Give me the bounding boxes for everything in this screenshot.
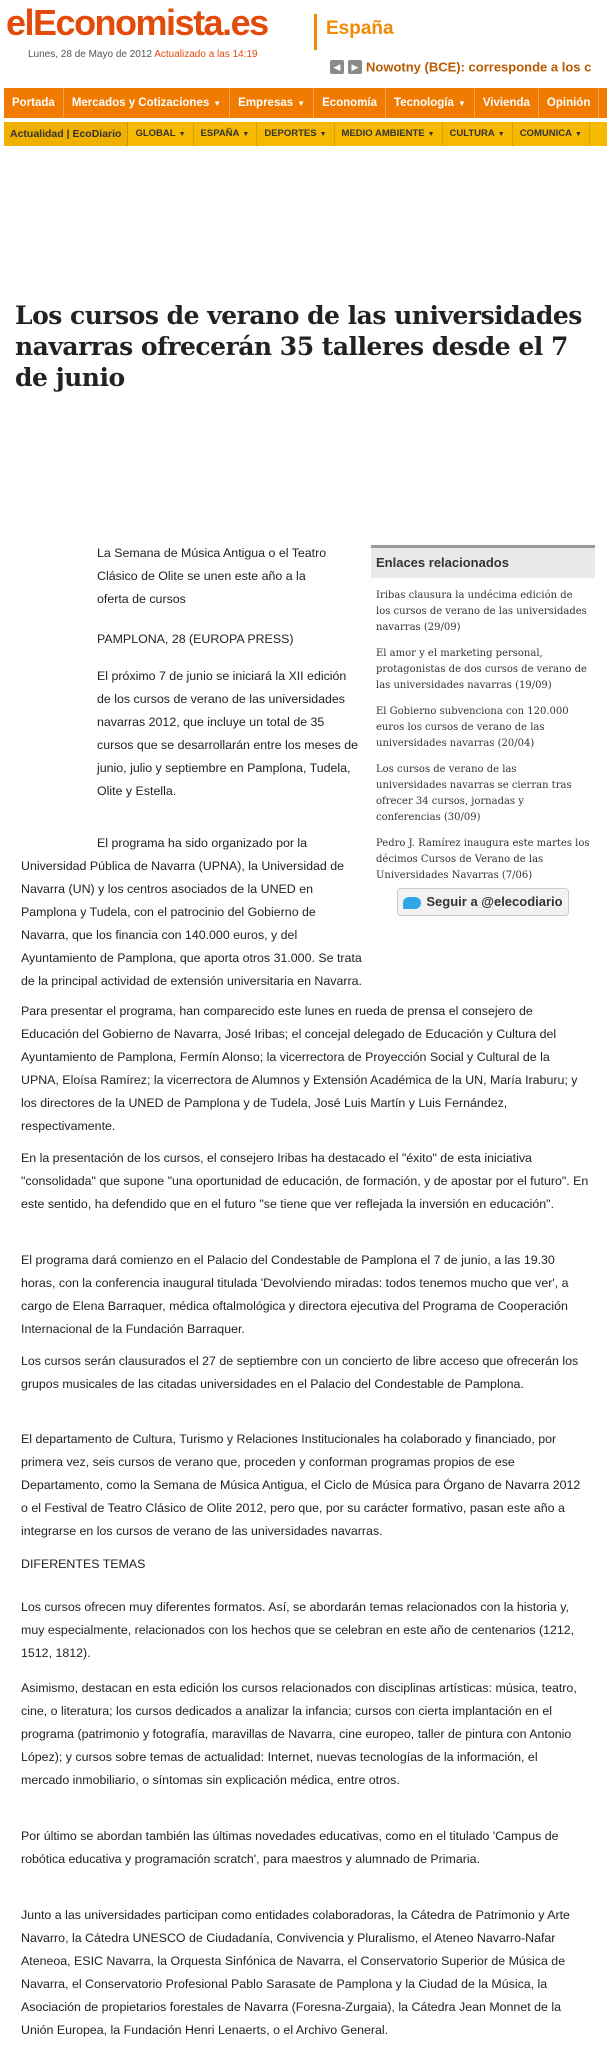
subnav-item-1[interactable] [194,122,258,146]
related-link[interactable]: El amor y el marketing personal, protagonistas de dos cursos de verano de las universidades navarras (19/09) [376,648,587,691]
article-paragraph: El programa dará comienzo en el Palacio del Condestable de Pamplona el 7 de junio, a las 19.30 horas, con la conferencia inaugural titulada 'Devolviendo miradas: todos tenemos mucho que ver', a cargo de Elena Barraquer, médica oftalmológica y directora ejecutiva del Programa de Cooperación Internacional de la Fundación Barraquer. [21,1253,569,1336]
nav-item-label: Vivienda [482,97,530,109]
article-paragraph: El próximo 7 de junio se iniciará la XII edición de los cursos de verano de las universidades navarras 2012, que incluye un total de 35 cursos que se desarrollarán entre los meses de junio, julio y septiembre en Pamplona, Tudela, Olite y Estella. [97,669,359,798]
nav-item-label: Opinión [546,97,591,109]
article-paragraph: El departamento de Cultura, Turismo y Relaciones Institucionales ha colaborado y financiado, por primera vez, seis cursos de verano que, proceden y conforman programas propios de ese Departamento, como la Semana de Música Antigua, el Ciclo de Música para Órgano de Navarra 2012 o el Festival de Teatro Clásico de Olite 2012, pero que, por su carácter formativo, pasan este año a integrarse en los cursos de verano de las universidades navarras. [21,1432,581,1538]
article-dateline: PAMPLONA, 28 (EUROPA PRESS) [97,632,294,646]
chevron-down-icon: ▼ [178,131,186,138]
ticker-headline[interactable]: Nowotny (BCE): corresponde a los c [366,59,592,75]
chevron-down-icon: ▼ [213,99,222,108]
subnav-item-label: MEDIO AMBIENTE [341,128,425,139]
follow-label: Seguir a @elecodiario [426,894,563,909]
article-paragraph: Para presentar el programa, han comparecido este lunes en rueda de prensa el consejero de Educación del Gobierno de Navarra, José Iribas; el concejal delegado de Educación y Cultura del Ayuntamiento de Pamplona, Fermín Alonso; la vicerrectora de Proyección Social y Cultural de la UPNA, Eloísa Ramírez; la vicerrectora de Alumnos y Extensión Académica de la UN, María Iraburu; y los directores de la UNED de Pamplona y de Tudela, José Luis Martín y Luis Fernández, respectivamente. [21,1004,578,1133]
site-logo[interactable] [6,2,268,44]
follow-twitter-button[interactable] [397,888,569,916]
subnav-item-label: DEPORTES [264,128,317,139]
subnav-item-5[interactable] [513,122,590,146]
article-paragraph: El programa ha sido organizado por la [97,836,308,850]
nav-item-label: Empresas [238,97,294,109]
article-paragraph: Junto a las universidades participan como entidades colaboradoras, la Cátedra de Patrimonio y Arte Navarro, la Cátedra UNESCO de Ciudadanía, Convivencia y Pluralismo, el Ateneo Navarro-Nafar Ateneoa, ESIC Navarra, la Orquesta Sinfónica de Navarra, el Conservatorio Superior de Música de Navarra, el Conservatorio Profesional Pablo Sarasate de Pamplona y la Ciudad de la Música, la Asociación de propietarios forestales de Navarra (Foresna-Zurgaia), la Cátedra Jean Monnet de la Unión Europea, la Fundación Henri Lenaerts, o el Archivo General. [21,1908,570,2037]
article-paragraph: En la presentación de los cursos, el consejero Iribas ha destacado el "éxito" de esta iniciativa "consolidada" que supone "una oportunidad de educación, de formación, y de apostar por el futuro". En este sentido, ha defendido que en el futuro "se tiene que ver reflejada la inversión en educación". [21,1151,589,1211]
nav-item-2[interactable] [230,88,314,118]
nav-item-5[interactable] [475,88,539,118]
logo-economista: Economista [33,2,223,43]
chevron-down-icon: ▼ [427,131,435,138]
subnav-item-4[interactable] [443,122,513,146]
subnav-item-label: CULTURA [449,128,495,139]
related-links-box [371,545,595,884]
updated-text: Actualizado a las 14:19 [154,49,258,60]
chevron-down-icon: ▼ [319,131,327,138]
nav-item-4[interactable] [386,88,475,118]
related-link[interactable]: El Gobierno subvenciona con 120.000 euros los cursos de verano de las universidades navarras (20/04) [376,706,569,749]
twitter-bird-icon [403,897,421,909]
related-link[interactable]: Los cursos de verano de las universidades navarras se cierran tras ofrecer 34 cursos, jornadas y conferencias (30/09) [376,764,572,823]
subnav-item-2[interactable] [257,122,334,146]
related-link[interactable]: Iribas clausura la undécima edición de los cursos de verano de las universidades navarras (29/09) [376,590,587,633]
subnav-item-label: GLOBAL [135,128,176,139]
nav-item-label: Tecnología [394,97,454,109]
chevron-down-icon: ▼ [574,131,582,138]
article-subheading: DIFERENTES TEMAS [21,1557,146,1571]
article-paragraph: Los cursos ofrecen muy diferentes formatos. Así, se abordarán temas relacionados con la historia y, muy especialmente, relacionados con los hechos que se celebran en este año de centenarios (1212, 1512, 1812). [21,1600,575,1660]
subnav-item-label: COMUNICA [519,128,572,139]
article-lead: La Semana de Música Antigua o el Teatro Clásico de Olite se unen este año a la oferta de cursos [97,546,327,606]
nav-item-label: Portada [12,97,55,109]
edition-divider [314,14,317,50]
nav-item-label: Economía [322,97,378,109]
nav-current-section[interactable]: Actualidad | EcoDiario [4,122,128,146]
related-links-title: Enlaces relacionados [371,545,595,578]
site-header [0,0,607,90]
subnav-item-label: ESPAÑA [200,128,240,139]
nav-item-label: Mercados y Cotizaciones [71,97,210,109]
header-date [28,49,258,60]
ticker-next-icon[interactable]: ▶ [348,60,362,74]
date-text: Lunes, 28 de Mayo de 2012 [28,49,152,60]
article-paragraph: Universidad Pública de Navarra (UPNA), la Universidad de Navarra (UN) y los centros asociados de la UNED en Pamplona y Tudela, con el patrocinio del Gobierno de Navarra, que los financia con 140.000 euros, y del Ayuntamiento de Pamplona, que aporta otros 31.000. Se trata de la principal actividad de extensión universitaria en Navarra. [21,859,362,988]
nav-item-1[interactable] [64,88,230,118]
article-paragraph: Los cursos serán clausurados el 27 de septiembre con un concierto de libre acceso que ofrecerán los grupos musicales de las citadas universidades en el Palacio del Condestable de Pamplona. [21,1354,579,1391]
ticker-prev-icon[interactable]: ◀ [330,60,344,74]
edition-label[interactable]: España [326,18,394,39]
nav-item-3[interactable] [314,88,386,118]
primary-nav [4,88,607,118]
article-paragraph: Por último se abordan también las últimas novedades educativas, como en el titulado 'Campus de robótica educativa y programación scratch', para maestros y alumnado de Primaria. [21,1829,559,1866]
news-ticker [330,58,607,76]
chevron-down-icon: ▼ [242,131,250,138]
subnav-item-3[interactable] [335,122,443,146]
chevron-down-icon: ▼ [497,131,505,138]
chevron-down-icon: ▼ [457,99,466,108]
article-headline: Los cursos de verano de las universidades navarras ofrecerán 35 talleres desde el 7 de junio [15,301,582,392]
logo-es: .es [222,2,268,43]
related-link[interactable]: Pedro J. Ramírez inaugura este martes los décimos Cursos de Verano de las Universidades Navarras (7/06) [376,838,590,881]
nav-item-6[interactable] [539,88,599,118]
subnav-item-0[interactable] [128,122,193,146]
secondary-nav [4,122,607,146]
logo-el: el [6,2,34,43]
article-paragraph: Asimismo, destacan en esta edición los cursos relacionados con disciplinas artísticas: música, teatro, cine, o literatura; los cursos dedicados a analizar la infancia; cursos con cierta implantación en el programa (patrimonio y fotografía, maravillas de Navarra, cine europeo, taller de pintura con Antonio López); y cursos sobre temas de actualidad: Internet, nuevas tecnologías de la información, el mercado inmobiliario, o síntomas sin explicación médica, entre otros. [21,1681,577,1787]
chevron-down-icon: ▼ [297,99,306,108]
nav-item-0[interactable] [4,88,64,118]
